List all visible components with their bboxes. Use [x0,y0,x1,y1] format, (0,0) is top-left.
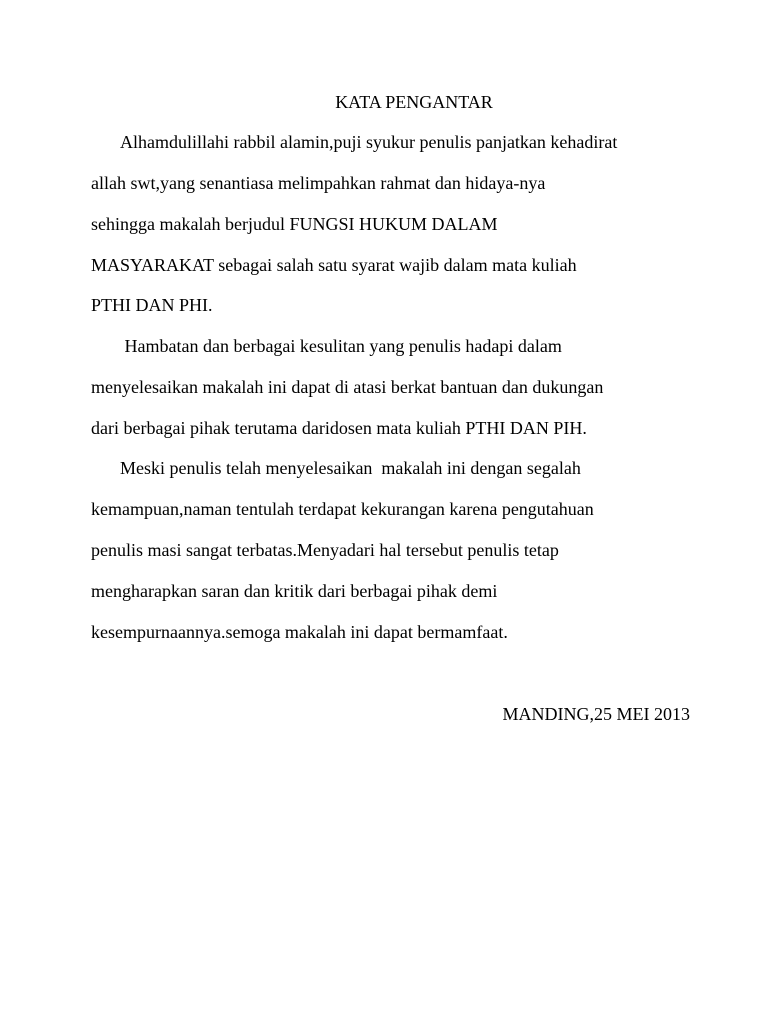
paragraph-line: penulis masi sangat terbatas.Menyadari hal tersebut penulis tetap [91,540,559,560]
page-title: KATA PENGANTAR [335,92,493,112]
paragraph-line: dari berbagai pihak terutama daridosen mata kuliah PTHI DAN PIH. [91,418,587,438]
paragraph-line: PTHI DAN PHI. [91,295,213,315]
paragraph-line: kemampuan,naman tentulah terdapat kekurangan karena pengutahuan [91,499,594,519]
paragraph-line: allah swt,yang senantiasa melimpahkan rahmat dan hidaya-nya [91,173,546,193]
place-date-closing: MANDING,25 MEI 2013 [502,704,690,724]
paragraph-line: menyelesaikan makalah ini dapat di atasi berkat bantuan dan dukungan [91,377,604,397]
paragraph-line: mengharapkan saran dan kritik dari berbagai pihak demi [91,581,498,601]
paragraph-line: Meski penulis telah menyelesaikan makalah ini dengan segalah [120,458,581,478]
paragraph-line: Alhamdulillahi rabbil alamin,puji syukur penulis panjatkan kehadirat [120,132,618,152]
paragraph-line: Hambatan dan berbagai kesulitan yang penulis hadapi dalam [120,336,562,356]
paragraph-line: sehingga makalah berjudul FUNGSI HUKUM DALAM [91,214,498,234]
paragraph-line: MASYARAKAT sebagai salah satu syarat wajib dalam mata kuliah [91,255,577,275]
paragraph-line: kesempurnaannya.semoga makalah ini dapat bermamfaat. [91,622,508,642]
